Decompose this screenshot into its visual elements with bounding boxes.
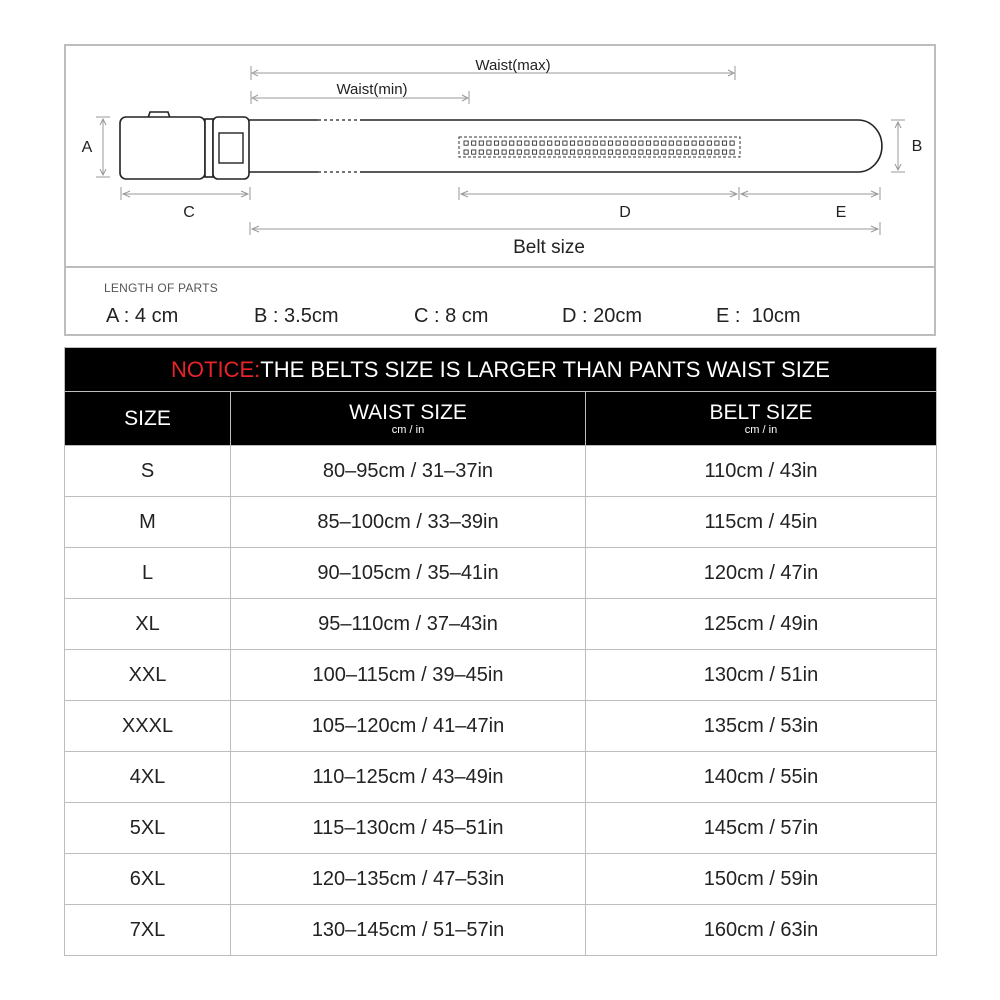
header-belt-unit: cm / in (744, 423, 778, 436)
belt-hole (722, 141, 726, 145)
belt-hole (639, 150, 643, 154)
part-c: C : 8 cm (414, 305, 489, 327)
notice-banner (65, 348, 937, 392)
belt-hole (578, 141, 582, 145)
belt-hole (502, 150, 506, 154)
header-belt-size (586, 392, 937, 446)
belt-hole (662, 141, 666, 145)
size-cell: XXXL (65, 701, 231, 752)
belt-hole (548, 141, 552, 145)
part-e: E : 10cm (716, 305, 801, 327)
size-cell: XL (65, 599, 231, 650)
belt-hole (677, 141, 681, 145)
belt-hole (654, 150, 658, 154)
belt-hole (684, 150, 688, 154)
waist-cell: 115–130cm / 45–51in (231, 803, 586, 854)
belt-hole (464, 141, 468, 145)
a-dimension (96, 117, 110, 177)
belt-hole (646, 150, 650, 154)
belt-hole (669, 150, 673, 154)
belt-cell: 150cm / 59in (586, 854, 937, 905)
waist-cell: 105–120cm / 41–47in (231, 701, 586, 752)
belt-hole (540, 141, 544, 145)
size-cell: XXL (65, 650, 231, 701)
belt-hole (540, 150, 544, 154)
belt-hole (639, 141, 643, 145)
belt-hole (472, 141, 476, 145)
belt-hole (593, 150, 597, 154)
size-cell: 5XL (65, 803, 231, 854)
table-row (65, 650, 937, 701)
table-row (65, 905, 937, 956)
notice-prefix: NOTICE: (171, 356, 261, 382)
belt-hole (510, 141, 514, 145)
belt-hole (548, 150, 552, 154)
belt-hole (730, 141, 734, 145)
belt-hole (631, 141, 635, 145)
part-b: B : 3.5cm (254, 305, 339, 327)
belt-strap (249, 120, 882, 172)
table-row (65, 752, 937, 803)
d-label: D (619, 204, 631, 221)
table-row (65, 803, 937, 854)
part-a: A : 4 cm (106, 305, 179, 327)
belt-buckle (120, 112, 249, 179)
e-label: E (835, 204, 847, 221)
waist-cell: 90–105cm / 35–41in (231, 548, 586, 599)
header-belt-label: BELT SIZE (709, 400, 813, 424)
belt-hole (601, 141, 605, 145)
belt-cell: 125cm / 49in (586, 599, 937, 650)
belt-hole (502, 141, 506, 145)
belt-hole (722, 150, 726, 154)
belt-hole (646, 141, 650, 145)
belt-cell: 135cm / 53in (586, 701, 937, 752)
belt-size-dimension (250, 222, 880, 235)
notice-text: THE BELTS SIZE IS LARGER THAN PANTS WAIST SIZE (260, 356, 830, 382)
belt-hole (555, 141, 559, 145)
belt-hole (510, 150, 514, 154)
header-size-label: SIZE (124, 406, 171, 430)
belt-hole (532, 150, 536, 154)
belt-hole (464, 150, 468, 154)
e-dimension (741, 187, 880, 200)
b-label: B (911, 138, 923, 155)
table-row (65, 548, 937, 599)
belt-hole (494, 150, 498, 154)
belt-hole (715, 141, 719, 145)
belt-hole (608, 150, 612, 154)
belt-hole (684, 141, 688, 145)
belt-hole (532, 141, 536, 145)
table-row (65, 446, 937, 497)
belt-hole (624, 150, 628, 154)
belt-cell: 110cm / 43in (586, 446, 937, 497)
belt-hole (472, 150, 476, 154)
belt-hole (654, 141, 658, 145)
waist-cell: 120–135cm / 47–53in (231, 854, 586, 905)
header-waist-unit: cm / in (391, 423, 425, 436)
belt-hole (586, 150, 590, 154)
table-row (65, 497, 937, 548)
waist-cell: 110–125cm / 43–49in (231, 752, 586, 803)
belt-hole (707, 141, 711, 145)
belt-hole (662, 150, 666, 154)
header-waist-label: WAIST SIZE (349, 400, 467, 424)
waist-cell: 80–95cm / 31–37in (231, 446, 586, 497)
belt-hole (487, 150, 491, 154)
table-row (65, 701, 937, 752)
size-cell: L (65, 548, 231, 599)
belt-hole (677, 150, 681, 154)
parts-title: LENGTH OF PARTS (104, 281, 218, 295)
belt-hole (730, 150, 734, 154)
belt-hole (715, 150, 719, 154)
belt-hole (517, 141, 521, 145)
belt-holes-strip (459, 137, 740, 157)
belt-hole (707, 150, 711, 154)
belt-hole (578, 150, 582, 154)
size-chart-table (64, 347, 937, 956)
table-row (65, 599, 937, 650)
belt-hole (494, 141, 498, 145)
size-cell: M (65, 497, 231, 548)
a-label: A (81, 139, 93, 156)
waist-max-label: Waist(max) (475, 57, 551, 74)
waist-cell: 95–110cm / 37–43in (231, 599, 586, 650)
belt-hole (601, 150, 605, 154)
belt-hole (517, 150, 521, 154)
waist-cell: 130–145cm / 51–57in (231, 905, 586, 956)
b-dimension (891, 120, 905, 172)
belt-hole (586, 141, 590, 145)
belt-cell: 130cm / 51in (586, 650, 937, 701)
d-dimension (459, 187, 739, 200)
belt-hole (700, 141, 704, 145)
belt-hole (700, 150, 704, 154)
belt-hole (616, 150, 620, 154)
belt-cell: 160cm / 63in (586, 905, 937, 956)
size-cell: S (65, 446, 231, 497)
belt-hole (692, 141, 696, 145)
header-waist-size (231, 392, 586, 446)
belt-cell: 115cm / 45in (586, 497, 937, 548)
belt-hole (563, 150, 567, 154)
belt-size-label: Belt size (513, 237, 585, 258)
c-dimension (121, 187, 250, 200)
belt-cell: 120cm / 47in (586, 548, 937, 599)
header-size (65, 392, 231, 446)
belt-hole (479, 150, 483, 154)
belt-cell: 145cm / 57in (586, 803, 937, 854)
belt-hole (525, 150, 529, 154)
belt-hole (608, 141, 612, 145)
belt-hole (570, 141, 574, 145)
belt-hole (487, 141, 491, 145)
belt-hole (563, 141, 567, 145)
belt-hole (570, 150, 574, 154)
belt-cell: 140cm / 55in (586, 752, 937, 803)
part-d: D : 20cm (562, 305, 643, 327)
size-cell: 4XL (65, 752, 231, 803)
waist-cell: 100–115cm / 39–45in (231, 650, 586, 701)
waist-min-label: Waist(min) (336, 81, 408, 98)
notice-row (65, 348, 937, 392)
size-cell: 6XL (65, 854, 231, 905)
belt-hole (669, 141, 673, 145)
belt-hole (631, 150, 635, 154)
size-cell: 7XL (65, 905, 231, 956)
belt-hole (692, 150, 696, 154)
table-row (65, 854, 937, 905)
belt-hole (555, 150, 559, 154)
belt-hole (593, 141, 597, 145)
waist-cell: 85–100cm / 33–39in (231, 497, 586, 548)
belt-hole (525, 141, 529, 145)
c-label: C (183, 204, 195, 221)
belt-hole (479, 141, 483, 145)
belt-hole (616, 141, 620, 145)
belt-hole (624, 141, 628, 145)
header-row (65, 392, 937, 446)
